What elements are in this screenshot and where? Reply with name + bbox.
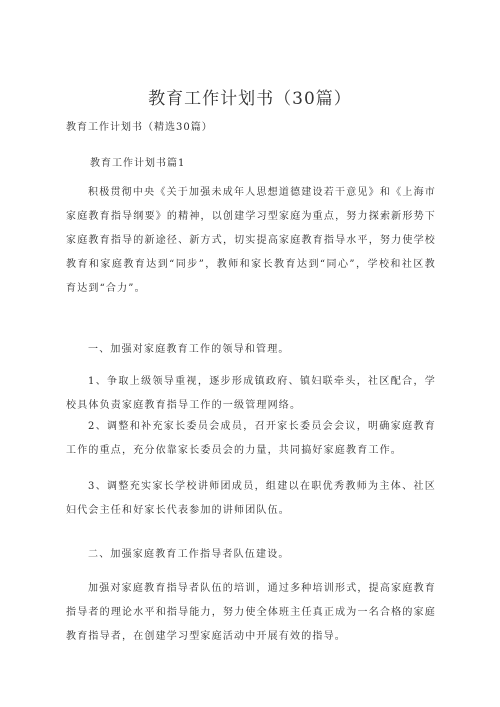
document-subtitle: 教育工作计划书（精选30篇） [66, 122, 213, 133]
heading-section-two: 二、加强家庭教育工作指导者队伍建设。 [88, 549, 290, 560]
paragraph-item-3: 3、调整充实家长学校讲师团成员，组建以在职优秀教师为主体、社区妇代会主任和好家长代表参加的讲师团队伍。 [66, 481, 436, 516]
paragraph-item-2: 2、调整和补充家长委员会成员，召开家长委员会会议，明确家庭教育工作的重点，充分依靠家长委员会的力量，共同搞好家庭教育工作。 [66, 421, 436, 456]
document-title: 教育工作计划书（30篇） [148, 89, 352, 109]
paragraph-item-1: 1、争取上级领导重视，逐步形成镇政府、镇妇联牵头，社区配合，学校具体负责家庭教育指导工作的一级管理网络。 [66, 376, 436, 411]
paragraph-training: 加强对家庭教育指导者队伍的培训，通过多种培训形式，提高家庭教育指导者的理论水平和指导能力，努力使全体班主任真正成为一名合格的家庭教育指导者，在创建学习型家庭活动中开展有效的指导。 [66, 583, 436, 642]
heading-section-one: 一、加强对家庭教育工作的领导和管理。 [88, 344, 290, 355]
section-title: 教育工作计划书篇1 [90, 158, 186, 169]
paragraph-intro: 积极贯彻中央《关于加强未成年人思想道德建设若干意见》和《上海市家庭教育指导纲要》的精神，以创建学习型家庭为重点，努力探索新形势下家庭教育指导的新途径、新方式，切实提高家庭教育指导水平，努力使学校教育和家庭教育达到“同步”，教师和家长教育达到“同心”，学校和社区教育达到“合力”。 [66, 187, 436, 294]
